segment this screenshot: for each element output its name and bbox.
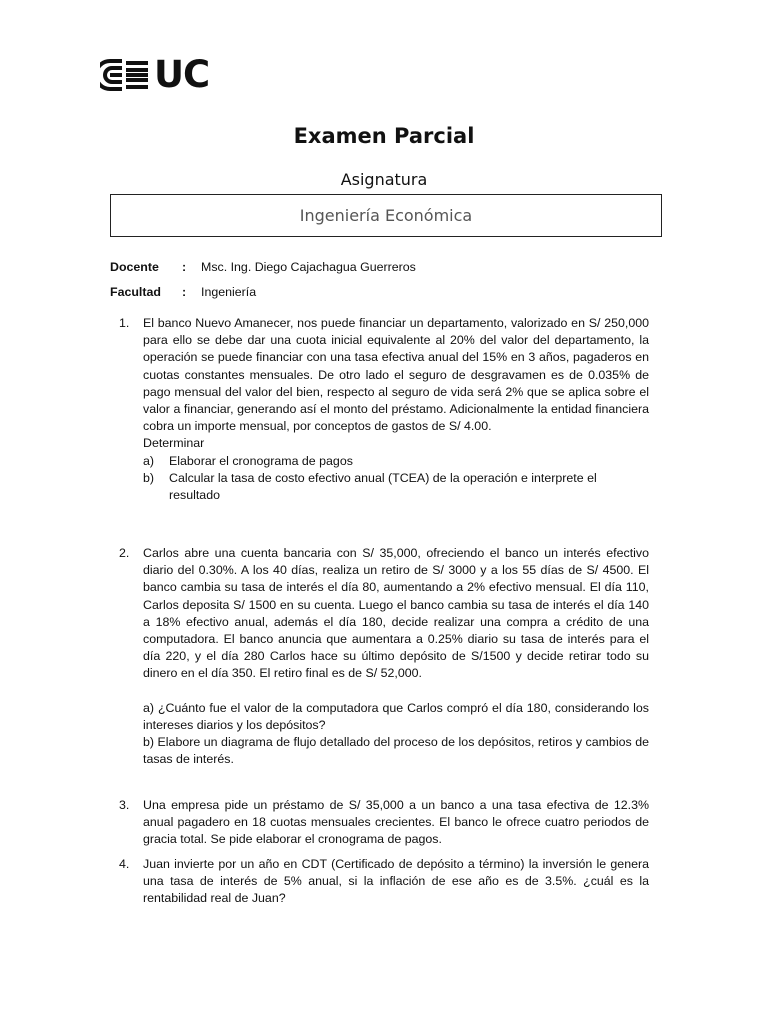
item-label: b)	[143, 470, 155, 485]
question-text: El banco Nuevo Amanecer, nos puede financiar un departamento, valorizado en S/ 250,000 para ello se debe dar una cuota inicial equivalente al 20% del valor del departamento, la operación se puede financiar con una tasa efectiva anual del 15% en 3 años, pagaderos en cuotas constantes mensuales. De otro lado el seguro de desgravamen es de 0.035% de pago mensual del valor del bien, respecto al seguro de vida será 2% que se aplica sobre el valor a financiar, generando así el monto del préstamo. Adicionalmente la entidad financiera cobra un importe mensual, por conceptos de gastos de S/ 4.00.	[143, 316, 649, 434]
item-text: Elaborar el cronograma de pagos	[169, 453, 353, 468]
meta-key: Facultad	[110, 285, 161, 299]
question-4	[119, 856, 649, 908]
question-prompt: Determinar	[143, 436, 205, 451]
subject-label: Asignatura	[340, 170, 428, 189]
exam-title: Examen Parcial	[293, 124, 475, 148]
meta-value: Ingeniería	[201, 285, 257, 299]
subject-box	[110, 194, 662, 237]
question-2	[119, 545, 649, 768]
question-part-b: b) Elabore un diagrama de flujo detallado del proceso de los depósitos, retiros y cambios de tasas de interés.	[143, 735, 649, 767]
logo-text: UC	[154, 53, 210, 96]
question-3	[119, 797, 649, 849]
item-label: a)	[143, 453, 155, 468]
question-number: 1.	[119, 316, 130, 330]
meta-separator: :	[182, 260, 187, 274]
item-text: Calcular la tasa de costo efectivo anual (TCEA) de la operación e interprete el resultado	[169, 470, 597, 503]
question-item	[143, 453, 649, 470]
question-part-a: a) ¿Cuánto fue el valor de la computadora que Carlos compró el día 180, considerando los intereses diarios y los depósitos?	[143, 700, 649, 732]
question-text: Carlos abre una cuenta bancaria con S/ 35,000, ofreciendo el banco un interés efectivo diario del 0.30%. A los 40 días, realiza un retiro de S/ 3000 y a los 55 días de S/ 4500. El banco cambia su tasa de interés el día 80, aumentando a 2% efectivo mensual. El día 110, Carlos deposita S/ 1500 en su cuenta. Luego el banco cambia su tasa de interés el día 140 a 18% efectivo anual, además el día 180, decide realizar una compra a crédito de una computadora. El banco anuncia que aumentara a 0.25% diario su tasa de interés para el día 220, y el día 280 Carlos hace su último depósito de S/1500 y decide retirar todo su dinero en el día 350. El retiro final es de S/ 52,000.	[143, 546, 649, 681]
uc-logo-icon	[100, 58, 150, 92]
question-item	[143, 470, 649, 504]
question-number: 2.	[119, 546, 130, 560]
question-text: Una empresa pide un préstamo de S/ 35,000 a un banco a una tasa efectiva de 12.3% anual pagadero en 18 cuotas mensuales crecientes. El banco le ofrece cuatro periodos de gracia total. Se pide elaborar el cronograma de pagos.	[143, 798, 649, 847]
subject-name: Ingeniería Económica	[299, 206, 473, 225]
question-1	[119, 315, 649, 504]
meta-separator: :	[182, 285, 187, 299]
question-number: 3.	[119, 798, 130, 812]
uc-logo	[100, 53, 210, 96]
meta-key: Docente	[110, 260, 159, 274]
question-text: Juan invierte por un año en CDT (Certificado de depósito a término) la inversión le genera una tasa de interés de 5% anual, si la inflación de ese año es de 3.5%. ¿cuál es la rentabilidad real de Juan?	[143, 857, 649, 906]
question-number: 4.	[119, 857, 130, 871]
meta-value: Msc. Ing. Diego Cajachagua Guerreros	[201, 260, 416, 274]
